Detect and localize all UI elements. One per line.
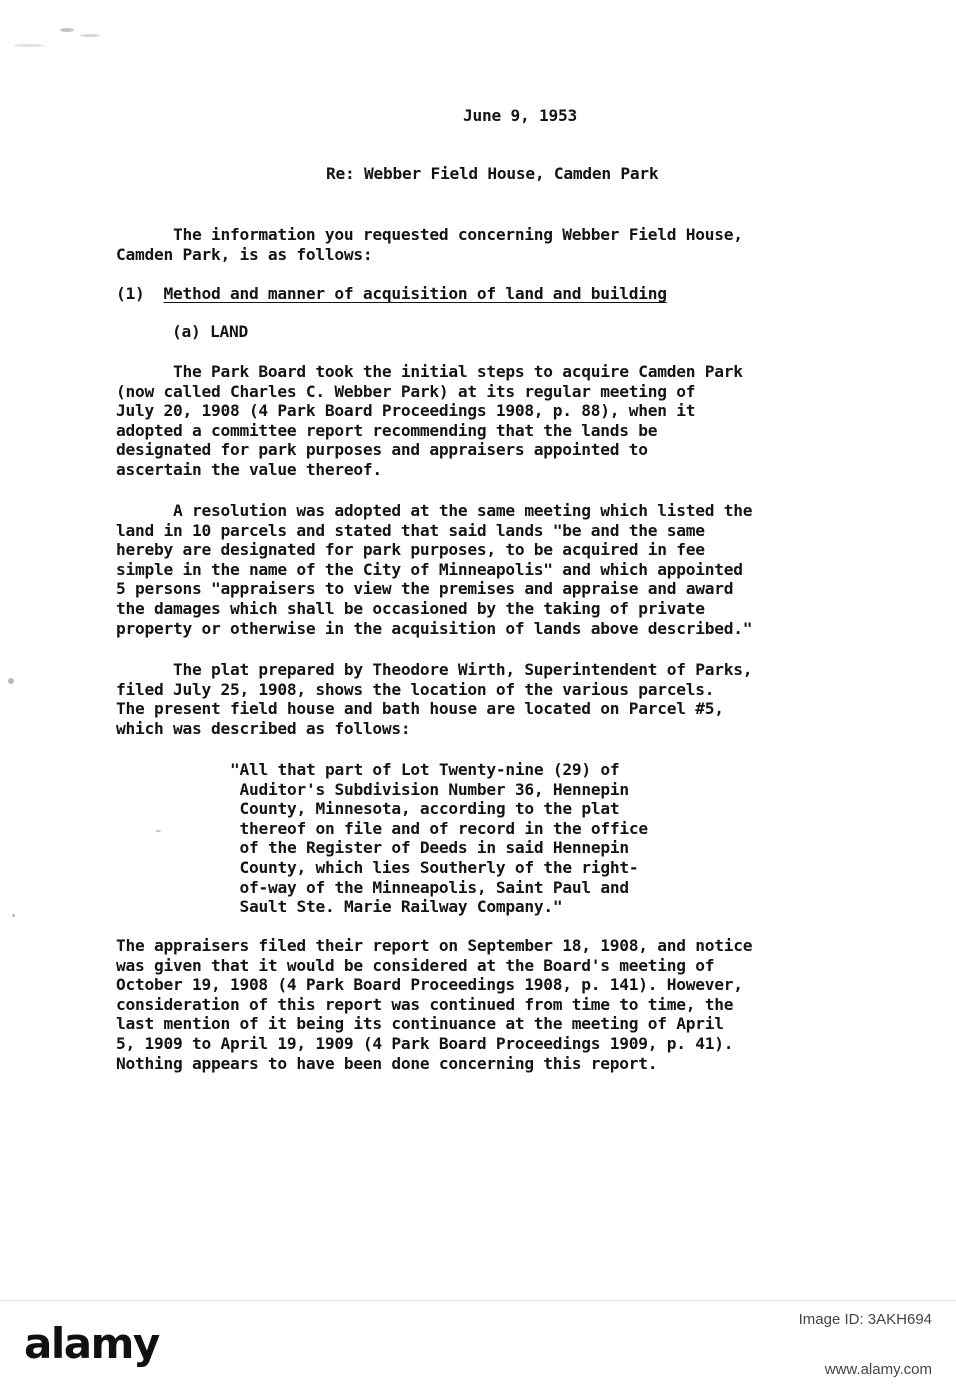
intro-paragraph: The information you requested concerning Webber Field House, Camden Park, is as follows: xyxy=(116,225,743,264)
section-title: Method and manner of acquisition of land and building xyxy=(163,284,667,303)
paragraph-appraisers-report: The appraisers filed their report on September 18, 1908, and notice was given that it would be considered at the Board's meeting of October 19, 1908 (4 Park Board Proceedings 1908, p. 141). However, consideration of this report was continued from time to time, the last mention of it being its continuance at the meeting of April 5, 1909 to April 19, 1909 (4 Park Board Proceedings 1909, p. 41). Nothing appears to have been done concerning this report. xyxy=(116,936,753,1073)
subject-line: Re: Webber Field House, Camden Park xyxy=(326,164,659,183)
site-url[interactable]: www.alamy.com xyxy=(824,1361,932,1378)
paragraph-acquisition: The Park Board took the initial steps to acquire Camden Park (now called Charles C. Webber Park) at its regular meeting of July 20, 1908 (4 Park Board Proceedings 1908, p. 88), when it adopted a committee report recommending that the lands be designated for park purposes and appraisers appointed to ascertain the value thereof. xyxy=(116,362,743,479)
alamy-logo[interactable]: alamy xyxy=(24,1319,159,1368)
paragraph-resolution: A resolution was adopted at the same meeting which listed the land in 10 parcels and stated that said lands "be and the same hereby are designated for park purposes, to be acquired in fee simple in the name of the City of Minneapolis" and which appointed 5 persons "appraisers to view the premises and appraise and award the damages which shall be occasioned by the taking of private property or otherwise in the acquisition of lands above described." xyxy=(116,501,753,638)
section-number: (1) xyxy=(116,284,164,303)
scan-speck xyxy=(156,830,161,832)
scan-speck xyxy=(12,914,15,917)
stock-footer-bar xyxy=(0,1300,956,1391)
scan-speck xyxy=(60,28,74,32)
paragraph-plat: The plat prepared by Theodore Wirth, Superintendent of Parks, filed July 25, 1908, shows the location of the various parcels. The present field house and bath house are located on Parcel #5, which was described as follows: xyxy=(116,660,753,738)
subsection-heading: (a) LAND xyxy=(172,322,248,341)
scan-speck xyxy=(14,44,44,47)
section-heading xyxy=(116,284,667,304)
letter-date: June 9, 1953 xyxy=(463,106,577,125)
scan-speck xyxy=(8,678,14,684)
image-id-label: Image ID: 3AKH694 xyxy=(798,1311,932,1328)
parcel-description-quote: "All that part of Lot Twenty-nine (29) of Auditor's Subdivision Number 36, Hennepin County, Minnesota, according to the plat thereof on file and of record in the office of the Register of Deeds in said Hennepin County, which lies Southerly of the right- of-way of the Minneapolis, Saint Paul and Sault Ste. Marie Railway Company." xyxy=(230,760,648,917)
scan-speck xyxy=(80,34,100,37)
